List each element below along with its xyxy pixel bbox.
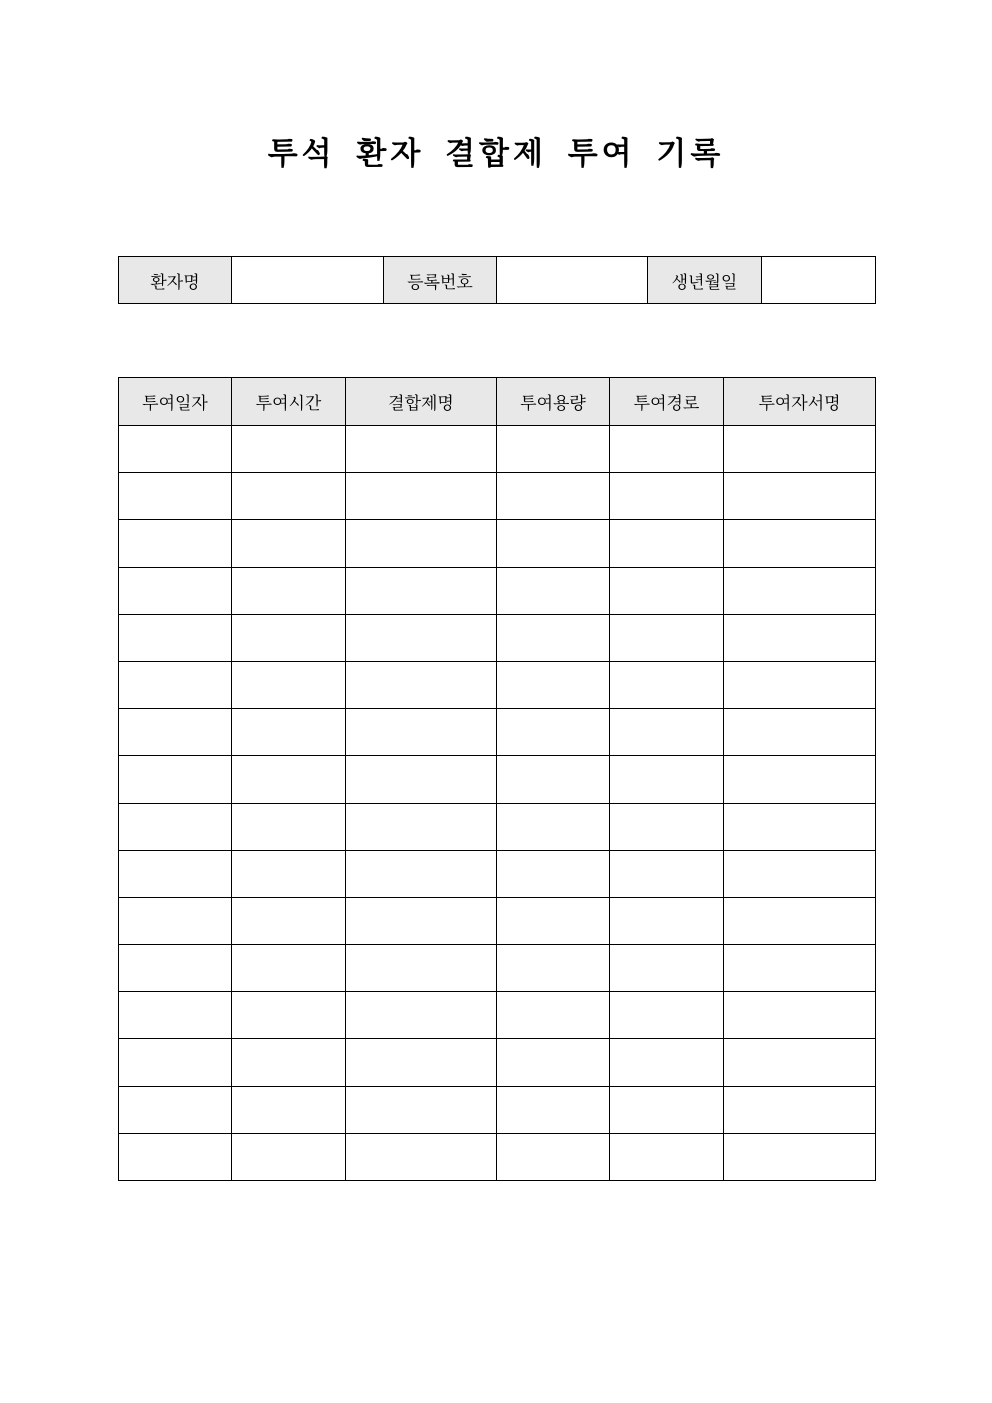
binder-name-cell[interactable] (346, 897, 497, 944)
date-cell[interactable] (119, 473, 232, 520)
date-cell[interactable] (119, 850, 232, 897)
signature-cell[interactable] (724, 803, 876, 850)
route-cell[interactable] (610, 850, 724, 897)
route-cell[interactable] (610, 992, 724, 1039)
dose-cell[interactable] (497, 992, 610, 1039)
binder-name-cell[interactable] (346, 661, 497, 708)
date-cell[interactable] (119, 520, 232, 567)
table-row (119, 520, 876, 567)
table-row (119, 614, 876, 661)
column-header-signature: 투여자서명 (724, 378, 876, 426)
binder-name-cell[interactable] (346, 567, 497, 614)
column-header-date: 투여일자 (119, 378, 232, 426)
time-cell[interactable] (232, 992, 346, 1039)
binder-name-cell[interactable] (346, 803, 497, 850)
route-cell[interactable] (610, 473, 724, 520)
table-row (119, 803, 876, 850)
time-cell[interactable] (232, 850, 346, 897)
patient-name-field[interactable] (232, 257, 384, 304)
route-cell[interactable] (610, 803, 724, 850)
column-header-binder-name: 결합제명 (346, 378, 497, 426)
signature-cell[interactable] (724, 661, 876, 708)
route-cell[interactable] (610, 567, 724, 614)
dose-cell[interactable] (497, 945, 610, 992)
route-cell[interactable] (610, 756, 724, 803)
signature-cell[interactable] (724, 850, 876, 897)
binder-name-cell[interactable] (346, 473, 497, 520)
date-cell[interactable] (119, 1086, 232, 1133)
time-cell[interactable] (232, 897, 346, 944)
route-cell[interactable] (610, 1039, 724, 1086)
dose-cell[interactable] (497, 426, 610, 473)
signature-cell[interactable] (724, 567, 876, 614)
binder-name-cell[interactable] (346, 756, 497, 803)
binder-name-cell[interactable] (346, 1086, 497, 1133)
signature-cell[interactable] (724, 426, 876, 473)
date-cell[interactable] (119, 1133, 232, 1180)
time-cell[interactable] (232, 426, 346, 473)
time-cell[interactable] (232, 473, 346, 520)
time-cell[interactable] (232, 1039, 346, 1086)
route-cell[interactable] (610, 709, 724, 756)
date-cell[interactable] (119, 614, 232, 661)
patient-info-row (119, 257, 876, 304)
table-row (119, 992, 876, 1039)
table-row (119, 1039, 876, 1086)
route-cell[interactable] (610, 614, 724, 661)
signature-cell[interactable] (724, 520, 876, 567)
dose-cell[interactable] (497, 709, 610, 756)
document-title: 투석 환자 결합제 투여 기록 (267, 136, 725, 172)
binder-name-cell[interactable] (346, 1133, 497, 1180)
dose-cell[interactable] (497, 1039, 610, 1086)
route-cell[interactable] (610, 426, 724, 473)
time-cell[interactable] (232, 709, 346, 756)
table-row (119, 426, 876, 473)
table-row (119, 756, 876, 803)
registration-number-field[interactable] (497, 257, 648, 304)
record-rows (119, 426, 876, 1181)
signature-cell[interactable] (724, 614, 876, 661)
dose-cell[interactable] (497, 850, 610, 897)
route-cell[interactable] (610, 661, 724, 708)
binder-name-cell[interactable] (346, 1039, 497, 1086)
table-row (119, 850, 876, 897)
signature-cell[interactable] (724, 709, 876, 756)
dose-cell[interactable] (497, 614, 610, 661)
binder-name-cell[interactable] (346, 614, 497, 661)
route-cell[interactable] (610, 1086, 724, 1133)
date-cell[interactable] (119, 567, 232, 614)
dose-cell[interactable] (497, 661, 610, 708)
table-row (119, 709, 876, 756)
column-header-dose: 투여용량 (497, 378, 610, 426)
table-row (119, 661, 876, 708)
time-cell[interactable] (232, 1086, 346, 1133)
date-cell[interactable] (119, 992, 232, 1039)
table-row (119, 1086, 876, 1133)
date-cell[interactable] (119, 803, 232, 850)
dose-cell[interactable] (497, 897, 610, 944)
patient-info-table (118, 256, 876, 304)
route-cell[interactable] (610, 897, 724, 944)
date-cell[interactable] (119, 661, 232, 708)
table-row (119, 473, 876, 520)
time-cell[interactable] (232, 567, 346, 614)
binder-name-cell[interactable] (346, 520, 497, 567)
date-cell[interactable] (119, 897, 232, 944)
table-row (119, 1133, 876, 1180)
time-cell[interactable] (232, 945, 346, 992)
table-row (119, 567, 876, 614)
signature-cell[interactable] (724, 897, 876, 944)
signature-cell[interactable] (724, 1133, 876, 1180)
time-cell[interactable] (232, 756, 346, 803)
signature-cell[interactable] (724, 992, 876, 1039)
route-cell[interactable] (610, 520, 724, 567)
date-cell[interactable] (119, 945, 232, 992)
table-row (119, 897, 876, 944)
signature-cell[interactable] (724, 756, 876, 803)
signature-cell[interactable] (724, 945, 876, 992)
dose-cell[interactable] (497, 1086, 610, 1133)
date-cell[interactable] (119, 756, 232, 803)
signature-cell[interactable] (724, 1086, 876, 1133)
time-cell[interactable] (232, 1133, 346, 1180)
time-cell[interactable] (232, 520, 346, 567)
binder-name-cell[interactable] (346, 992, 497, 1039)
administration-record-table (118, 377, 876, 1181)
dose-cell[interactable] (497, 756, 610, 803)
table-row (119, 945, 876, 992)
patient-name-label: 환자명 (119, 257, 232, 304)
time-cell[interactable] (232, 661, 346, 708)
date-cell[interactable] (119, 1039, 232, 1086)
signature-cell[interactable] (724, 473, 876, 520)
route-cell[interactable] (610, 945, 724, 992)
registration-number-label: 등록번호 (384, 257, 497, 304)
binder-name-cell[interactable] (346, 709, 497, 756)
binder-name-cell[interactable] (346, 945, 497, 992)
column-header-route: 투여경로 (610, 378, 724, 426)
dose-cell[interactable] (497, 803, 610, 850)
dose-cell[interactable] (497, 567, 610, 614)
dose-cell[interactable] (497, 1133, 610, 1180)
time-cell[interactable] (232, 614, 346, 661)
dose-cell[interactable] (497, 473, 610, 520)
birth-date-field[interactable] (762, 257, 876, 304)
dose-cell[interactable] (497, 520, 610, 567)
binder-name-cell[interactable] (346, 850, 497, 897)
signature-cell[interactable] (724, 1039, 876, 1086)
time-cell[interactable] (232, 803, 346, 850)
column-header-time: 투여시간 (232, 378, 346, 426)
binder-name-cell[interactable] (346, 426, 497, 473)
date-cell[interactable] (119, 709, 232, 756)
date-cell[interactable] (119, 426, 232, 473)
header-row (119, 378, 876, 426)
route-cell[interactable] (610, 1133, 724, 1180)
birth-date-label: 생년월일 (648, 257, 762, 304)
